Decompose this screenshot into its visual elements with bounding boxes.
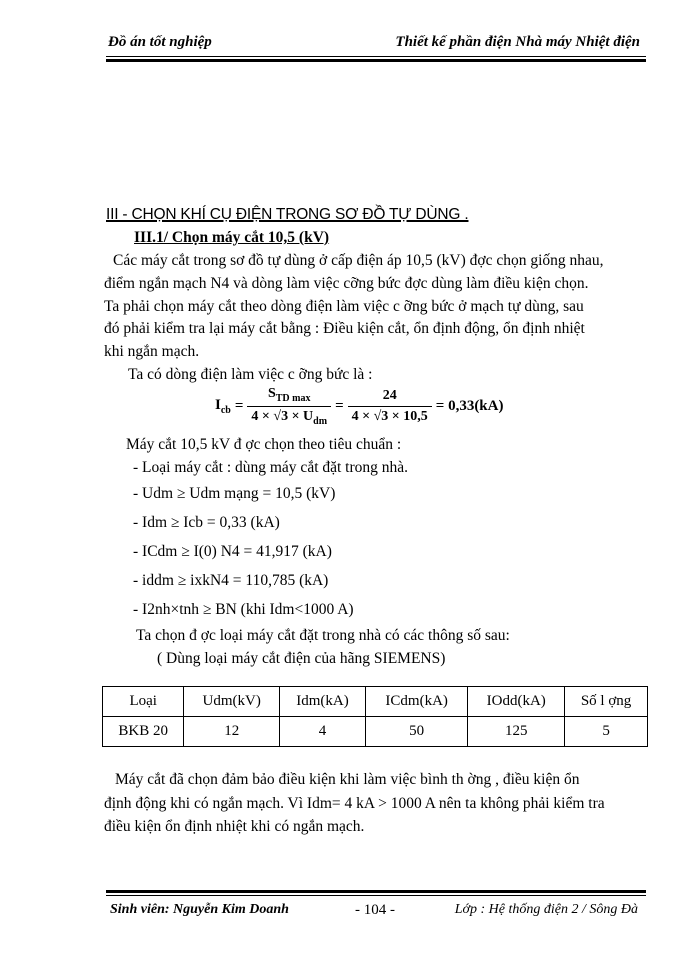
- conclusion-line: Máy cắt đã chọn đảm bảo điều kiện khi làm việc bình th ờng , điều kiện ổn: [115, 771, 580, 788]
- breaker-spec-table: [102, 686, 648, 747]
- table-header-cell: IOdd(kA): [468, 687, 565, 717]
- table-header-cell: Idm(kA): [279, 687, 365, 717]
- formula-lhs: I: [215, 396, 221, 413]
- criteria-item: - iddm ≥ ixkN4 = 110,785 (kA): [133, 572, 329, 589]
- table-cell: 5: [565, 717, 648, 747]
- choice-line: Ta chọn đ ợc loại máy cắt đặt trong nhà có các thông số sau:: [136, 627, 510, 644]
- page-number: - 104 -: [355, 902, 395, 918]
- fraction-symbolic: [247, 386, 331, 427]
- table-row: [103, 717, 648, 747]
- section-title: III - CHỌN KHÍ CỤ ĐIỆN TRONG SƠ ĐỒ TỰ DÙNG .: [106, 206, 469, 223]
- table-header-row: [103, 687, 648, 717]
- header-rule-thick: [106, 59, 646, 62]
- fraction-numeric-denominator: 4 × √3 × 10,5: [348, 406, 432, 425]
- formula-result: = 0,33(kA): [435, 397, 504, 414]
- footer-rule-thick: [106, 890, 646, 893]
- criteria-item: - Idm ≥ Icb = 0,33 (kA): [133, 514, 280, 531]
- table-header-cell: Loại: [103, 687, 184, 717]
- fraction-numerator: S: [267, 386, 276, 401]
- table-header-cell: Udm(kV): [184, 687, 280, 717]
- header-left-title: Đồ án tốt nghiệp: [108, 34, 212, 50]
- table-cell: 125: [468, 717, 565, 747]
- choice-note: ( Dùng loại máy cắt điện của hãng SIEMENS): [157, 650, 446, 667]
- footer-class: Lớp : Hệ thống điện 2 / Sông Đà: [454, 902, 638, 917]
- footer-rule-thin: [106, 895, 646, 896]
- fraction-numerator-sub: TD max: [275, 392, 311, 404]
- criteria-intro: Máy cắt 10,5 kV đ ợc chọn theo tiêu chuẩn :: [126, 436, 402, 453]
- header-right-title: Thiết kế phần điện Nhà máy Nhiệt điện: [395, 34, 640, 50]
- paragraph-line: điểm ngắn mạch N4 và dòng làm việc cỡng bức đợc dùng làm điều kiện chọn.: [104, 275, 589, 292]
- fraction-denominator-sub: dm: [313, 415, 328, 427]
- conclusion-line: điều kiện ổn định nhiệt khi có ngắn mạch.: [104, 818, 365, 835]
- criteria-item: - Loại máy cắt : dùng máy cắt đặt trong nhà.: [133, 459, 409, 476]
- table-cell: 4: [279, 717, 365, 747]
- table-cell: BKB 20: [103, 717, 184, 747]
- table-cell: 12: [184, 717, 280, 747]
- fraction-numeric: [348, 388, 432, 425]
- subsection-title: III.1/ Chọn máy cắt 10,5 (kV): [134, 229, 330, 246]
- fraction-denominator: 4 × √3 × U: [251, 408, 314, 424]
- paragraph-line: khi ngắn mạch.: [104, 343, 200, 360]
- table-cell: 50: [366, 717, 468, 747]
- paragraph-line: Ta phải chọn máy cắt theo dòng điện làm việc c ỡng bức ở mạch tự dùng, sau: [104, 298, 584, 315]
- criteria-item: - Udm ≥ Udm mạng = 10,5 (kV): [133, 485, 336, 502]
- criteria-item: - ICdm ≥ I(0) N4 = 41,917 (kA): [133, 543, 332, 560]
- criteria-item: - I2nh×tnh ≥ BN (khi Idm<1000 A): [133, 601, 354, 618]
- fraction-numeric-numerator: 24: [382, 387, 397, 403]
- conclusion-line: định động khi có ngắn mạch. Vì Idm= 4 kA > 1000 A nên ta không phải kiểm tra: [104, 795, 605, 812]
- footer-student: Sinh viên: Nguyễn Kim Doanh: [110, 902, 289, 917]
- paragraph-line: đó phải kiểm tra lại máy cắt bằng : Điều kiện cắt, ổn định động, ổn định nhiệt: [104, 320, 585, 337]
- table-header-cell: Số l ợng: [565, 687, 648, 717]
- formula-lhs-sub: cb: [220, 404, 231, 416]
- formula-intro: Ta có dòng điện làm việc c ỡng bức là :: [128, 366, 373, 383]
- table-header-cell: ICdm(kA): [366, 687, 468, 717]
- header-rule-thin: [106, 56, 646, 57]
- current-formula: $I_{cb}$ = $\frac{S_{TD max}}{4 \times √3 \times U_{dm}}$ = $\frac{24}{4 \times √3 \times 10,5}$ = 0,33(kA): [215, 386, 504, 427]
- paragraph-line: Các máy cắt trong sơ đồ tự dùng ở cấp điện áp 10,5 (kV) đợc chọn giống nhau,: [113, 252, 604, 269]
